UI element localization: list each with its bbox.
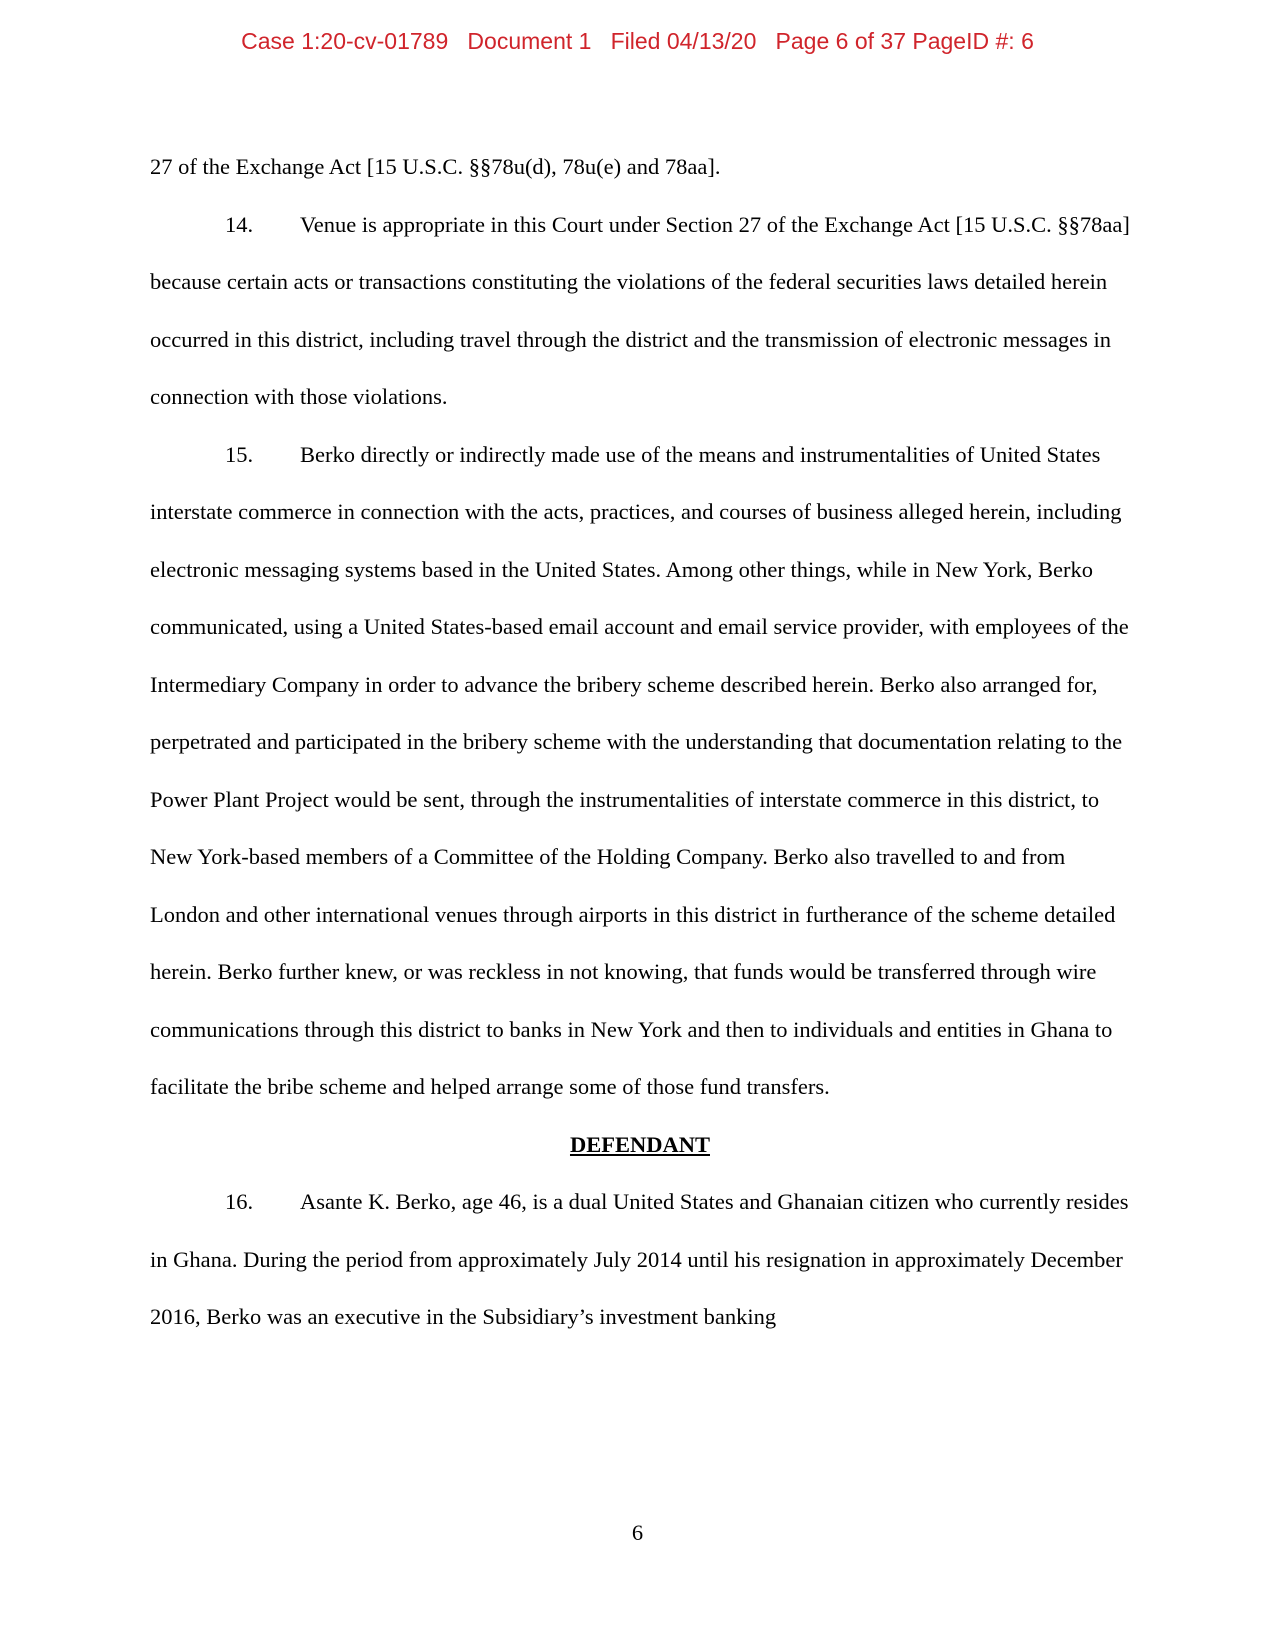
paragraph-16 (150, 1173, 1130, 1346)
continuation-text: 27 of the Exchange Act [15 U.S.C. §§78u(d), 78u(e) and 78aa]. (150, 154, 721, 179)
document-body (150, 138, 1130, 1346)
paragraph-text: Berko directly or indirectly made use of the means and instrumentalities of United States interstate commerce in connection with the acts, practices, and courses of business alleged herein, including electronic messaging systems based in the United States. Among other things, while in New York, Berko communicated, using a United States-based email account and email service provider, with employees of the Intermediary Company in order to advance the bribery scheme described herein. Berko also arranged for, perpetrated and participated in the bribery scheme with the understanding that documentation relating to the Power Plant Project would be sent, through the instrumentalities of interstate commerce in this district, to New York-based members of a Committee of the Holding Company. Berko also travelled to and from London and other international venues through airports in this district in furtherance of the scheme detailed herein. Berko further knew, or was reckless in not knowing, that funds would be transferred through wire communications through this district to banks in New York and then to individuals and entities in Ghana to facilitate the bribe scheme and helped arrange some of those fund transfers. (150, 441, 1129, 1099)
paragraph-text: Venue is appropriate in this Court under Section 27 of the Exchange Act [15 U.S.C. §§78aa] because certain acts or transactions constituting the violations of the federal securities laws detailed herein occurred in this district, including travel through the district and the transmission of electronic messages in connection with those violations. (150, 211, 1130, 409)
ecf-filing-header: Case 1:20-cv-01789 Document 1 Filed 04/13/20 Page 6 of 37 PageID #: 6 (241, 28, 1034, 54)
paragraph-text: Asante K. Berko, age 46, is a dual United States and Ghanaian citizen who currently resides in Ghana. During the period from approximately July 2014 until his resignation in approximately December 2016, Berko was an executive in the Subsidiary’s investment banking (150, 1189, 1129, 1329)
paragraph-14 (150, 196, 1130, 426)
section-heading-defendant: DEFENDANT (569, 1131, 710, 1157)
paragraph-number: 16. (225, 1189, 254, 1214)
paragraph-number: 15. (225, 441, 254, 467)
paragraph-15 (150, 426, 1130, 1116)
paragraph-number: 14. (225, 211, 254, 237)
page-number: 6 (631, 1520, 644, 1545)
